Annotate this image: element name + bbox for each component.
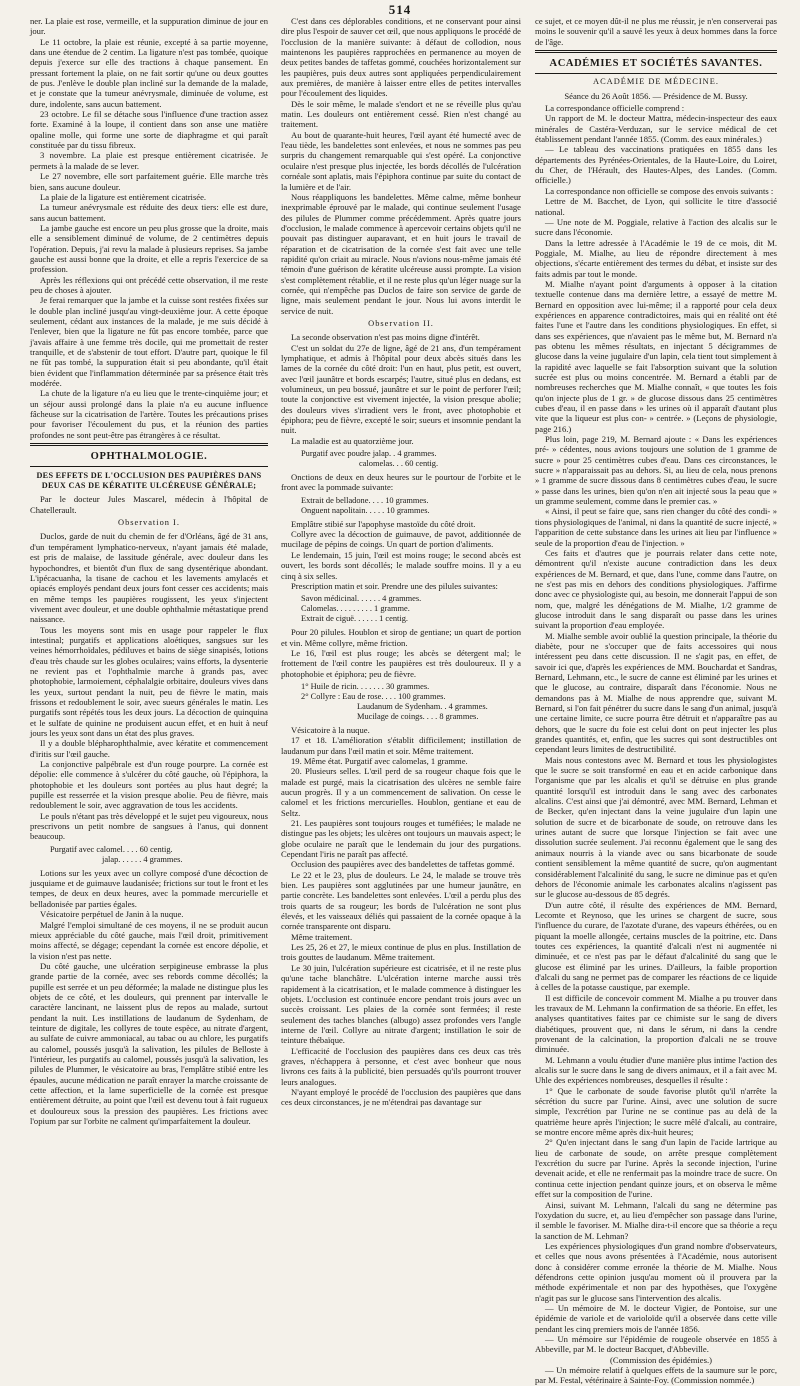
prescription <box>50 845 268 865</box>
paragraph: La chute de la ligature n'a eu lieu que le trente-cinquième jour; et un séjour aussi prolongé dans la plaie n'a eu aucune influence fâcheuse sur la cicatrisation de l'artère. Toutes les précautions prises pour favoriser l'écoulement du pus, et la réunion des parties profondes ne sont peut-être pas étrangères à ce résultat. <box>30 388 268 440</box>
column-left <box>30 16 268 1127</box>
section-title: ACADÉMIES ET SOCIÉTÉS SAVANTES. <box>549 58 763 70</box>
paragraph: Dès le soir même, le malade s'endort et ne se réveille plus qu'au matin. Les douleurs ont entièrement cessé. Rien n'est changé au traitement. <box>281 98 521 130</box>
page-number: 514 <box>388 2 412 17</box>
paragraph: Du côté gauche, une ulcération serpigineuse embrasse la plus grande partie de la cornée, avec ses rebords comme décollés; la pupille est serrée et un peu déformée; la malade ne distingue plus les objets de ce côté, et les douleurs, qui prennent par intervalle le caractère lancinant, ne laissent plus de repos au malade, surtout pendant la nuit. Les instillations de laudanum de Sydenham, de teinture de digitale, les collyres de toute espèce, au nitrate d'argent, au sulfate de cuivre ammoniacal, au tabac ou au chlore, les purgatifs au calomel, poussés jusqu'à la salivation, les pilules de Belloste à l'intérieur, les purgatifs au calomel, poussés jusqu'à la salivation, les pilules de Plummer, le vésicatoire au bras, l'emplâtre stibié entre les épaules, aucune médication ne paraît enrayer la marche croissante de cette affection, et la lame superficielle de la cornée est presque entièrement détruite, au point que l'œil est devenu tout à fait rugueux et douloureux sous la pression des paupières. Les frictions avec l'opium par sur l'orbite ne calment qu'imparfaitement la douleur. <box>30 960 268 1127</box>
paragraph: M. Mialhe semble avoir oublié la question principale, la théorie du diabète, pour ne s'occuper que de faits accessoires qui nous intéressent peu dans cette discussion. Il ne s'agit pas, en effet, de savoir ici que, d'après les expériences de MM. Bouchardat et Sandras, Bernard, Lehmann, etc., le sucre de canne est éliminé par les urines et que le glucose, au contraire, disparaît dans l'économie. Nous ne demandons pas à M. Mialhe de nous apprendre que, suivant M. Bernard, si l'on fait pénétrer du sucre dans le sang d'un animal, jusqu'à une certaine limite, ce sucre pourra être détruit et n'apparaître pas au dehors, que le sucre du foie est celui dont on peut injecter les plus grandes quantités, et, enfin, que les sucres qui sont destructibles ont cependant leurs limites de destructibilité. <box>535 630 777 755</box>
paragraph: La plaie de la ligature est entièrement cicatrisée. <box>40 191 207 202</box>
paragraph: Le 16, l'œil est plus rouge; les abcès se détergent mal; le frottement de l'œil contre les paupières est très douloureux. Il y a photophobie et épiphora; peu de fièvre. <box>281 647 521 679</box>
paragraph: La tumeur anévrysmale est réduite des deux tiers: elle est dure, sans aucun battement. <box>30 202 268 223</box>
session-line: Séance du 26 Août 1856. — Présidence de M. Bussy. <box>564 90 748 101</box>
column-right <box>535 16 777 1386</box>
paragraph: Après les réflexions qui ont précédé cette observation, il me reste peu de choses à ajouter. <box>30 274 268 295</box>
paragraph: Les 25, 26 et 27, le mieux continue de plus en plus. Instillation de trois gouttes de laudanum. Même traitement. <box>281 942 521 963</box>
observation-title: Observation II. <box>368 318 434 328</box>
paragraph: ner. La plaie est rose, vermeille, et la suppuration diminue de jour en jour. <box>30 16 268 37</box>
paragraph: — Un mémoire sur l'épidémie de rougeole observée en 1855 à Abbeville, par M. le docteur Bacquet, d'Abbeville. <box>535 1333 777 1355</box>
paragraph: « Ainsi, il peut se faire que, sans rien changer du côté des condi- » tions physiologiques de l'animal, ni dans la quantité de sucre injecté, » l'apparition de cette substance dans les urines ait lieu par l'influence » seule de la proportion d'eau de l'injection. » <box>535 506 777 548</box>
prescription-line: calomelas. . . 60 centig. <box>359 459 439 469</box>
paragraph: Nous réappliquons les bandelettes. Même calme, même bonheur inexprimable éprouvé par le malade, qui continue seulement l'usage des pilules de Plummer comme précédemment. Après quatre jours d'occlusion, le malade commence à apercevoir certains objets qu'il ne pouvait pas distinguer auparavant, et en huit jours le travail de réparation et de cicatrisation de la cornée s'est fait avec une telle rapidité qu'on criait au miracle. Nous n'avions nous-même jamais été témoin d'une guérison de kératite ulcéreuse aussi prompte. La vision s'est complètement rétablie, et il ne reste plus qu'un léger nuage sur la cornée, qui n'empêche pas Duclos de faire son service de garde de ligne, mais seulement pendant le jour. Nous lui avons interdit le service de nuit. <box>281 191 521 316</box>
paragraph: La correspondance officielle comprend : <box>545 103 685 114</box>
academy-subhead: ACADÉMIE DE MÉDECINE. <box>593 77 719 87</box>
paragraph: Vésicatoire à la nuque. <box>291 724 370 735</box>
paragraph: Ces faits et d'autres que je pourrais relater dans cette note, démontrent qu'il n'existe aucune contradiction dans les deux expériences de M. Bernard, et que, dans l'une, comme dans l'autre, on ne s'est pas mis en dehors des conditions physiologiques. J'affirme donc avec ce physiologiste qui, au besoin, me donnerait l'appui de son nom, que, malgré les dénégations de M. Mialhe, 1/2 gramme de glucose introduit dans le sang disparaît ou passe dans les urines suivant la proportion d'eau employée. <box>535 547 777 631</box>
paragraph: Le 22 et le 23, plus de douleurs. Le 24, le malade se trouve très bien. Les paupières sont agglutinées par une humeur jaunâtre, en partie concrète. Les bandelettes sont enlevées. L'œil a perdu plus des trois quarts de sa rougeur; les bords de l'ulcération ne sont plus élevés, et les vaisseaux déliés qui passaient de la cornée opaque à la cornée transparente ont disparu. <box>281 869 521 932</box>
paragraph: Les expériences physiologiques d'un grand nombre d'observateurs, et celles que nous avons présentées à l'Académie, nous autorisent donc à considérer comme erronée la théorie de M. Mialhe. Nous défendrons cette opinion jusqu'au moment où il prouvera par la méthode expérimentale et non par des hypothèses, que l'oxygène n'agit pas sur le glucose sans l'intervention des alcalis. <box>535 1240 777 1303</box>
prescription <box>301 449 521 469</box>
paragraph: 3 novembre. La plaie est presque entièrement cicatrisée. Je permets à la malade de se lever. <box>30 150 268 171</box>
paragraph: Plus loin, page 219, M. Bernard ajoute : « Dans les expériences pré- » cédentes, nous avions toujours une solution de 1 gramme de sucre » pour 25 centimètres cubes d'eau. Dans ces circonstances, le sucre » n'apparaissait pas au dehors. Si, au lieu de cela, nous prenons » 1 gramme de sucre dissous dans 8 centimètres cubes d'eau, le sucre » passe dans les urines, bien qu'on n'en ait injecté sous la peau que » un gramme seulement, comme dans le premier cas. » <box>535 434 777 507</box>
paragraph: Je ferai remarquer que la jambe et la cuisse sont restées fixées sur le double plan incliné jusqu'au vingt-deuxième jour. A cette époque seulement, cédant aux instances de la malade, je me suis décidé à l'enlever, bien que la ligature ne fût pas encore tombée, parce que j'avais affaire à une femme très docile, qui me promettait de rester tranquille, et de s'abstenir de tout effort. D'autre part, quoique le fil ne fût pas tombé, la suppuration était si peu abondante, qu'il était bien évident que l'inflammation déterminée par sa présence était très modérée. <box>30 295 268 389</box>
article-title: DES EFFETS DE L'OCCLUSION DES PAUPIÈRES DANS DEUX CAS DE KÉRATITE ULCÉREUSE GÉNÉRALE; <box>36 471 262 491</box>
section-divider <box>535 73 777 74</box>
prescription-line: Savon médicinal. . . . . . 4 grammes. <box>301 594 422 604</box>
paragraph: — Un mémoire relatif à quelques effets de la saumure sur le porc, par M. Festal, vétérinaire à Sainte-Foy. (Commission nommée.) <box>535 1365 777 1386</box>
section-divider <box>30 466 268 467</box>
prescription-line: Purgatif avec calomel. . . . 60 centig. <box>50 844 173 854</box>
paragraph: M. Lehmann a voulu étudier d'une manière plus intime l'action des alcalis sur le sucre dans le sang de divers animaux, et il a fait avec M. Uhle des expériences nombreuses, desquelles il résulte : <box>535 1054 777 1086</box>
paragraph: Tous les moyens sont mis en usage pour rappeler le flux intestinal; purgatifs et applications aloétiques, sangsues sur les veines hémorrhoïdales, pédiluves et bains de siège sinapisés, lotions d'eau très chaude sur les globes oculaires; vains efforts, la dysenterie ne revient pas et l'ophthalmie marche à grands pas, avec photophobie, larmoiement, céphalalgie orbitaire, douleurs vives dans les yeux, surtout pendant la nuit, peu de fièvre le matin, mais frissons et redoublement le soir, avec sueurs générales le matin. Les purgatifs sont répétés tous les deux jours. La décoction de quinquina et le sulfate de quinine ne produisent aucun effet, et en huit à neuf jours les yeux sont dans un état des plus graves. <box>30 624 268 738</box>
commission-note: (Commission des épidémies.) <box>610 1354 712 1365</box>
section-divider <box>30 443 268 446</box>
prescription-line: Extrait de belladone. . . . 10 grammes. <box>301 495 429 505</box>
paragraph: La seconde observation n'est pas moins digne d'intérêt. <box>291 332 480 343</box>
paragraph: 20. Plusieurs selles. L'œil perd de sa rougeur chaque fois que le malade est purgé, mais la cicatrisation des ulcères ne semble faire aucun progrès. Il y a un commencement de salivation. On cesse le calomel et les frictions mercurielles. Houblon, gentiane et eau de Seltz. <box>281 766 521 818</box>
paragraph: Un rapport de M. le docteur Mattra, médecin-inspecteur des eaux minérales de Castéra-Verduzan, sur le service médical de cet établissement pendant l'année 1855. (Comm. des eaux minérales.) <box>535 113 777 145</box>
paragraph: ce sujet, et ce moyen dût-il ne plus me réussir, je n'en conserverai pas moins le souvenir qu'il a sauvé les yeux à deux hommes dans la force de l'âge. <box>535 16 777 47</box>
prescription <box>301 682 521 722</box>
paragraph: C'est un soldat du 27e de ligne, âgé de 21 ans, d'un tempérament lymphatique, et admis à l'hôpital pour deux abcès situés dans les lames de la cornée du côté droit: l'un en haut, plus petit, est ouvert, avec l'œil jaunâtre et bords escarpés; l'autre, situé plus en dedans, est volumineux, un peu bossué, jaunâtre et sur le point de perforer l'œil; toute la conjonctive est vivement injectée, la vision presque abolie; des douleurs vives s'irradient vers le front, avec photophobie et épiphora; peu de fièvre, excepté le soir; sueurs et insomnie pendant la nuit. <box>281 342 521 436</box>
paragraph: La conjonctive palpébrale est d'un rouge pourpre. La cornée est dépolie: elle commence à s'ulcérer du côté gauche, où l'épiphora, la photophobie et les douleurs sont portées au plus haut degré; la pupille est resserrée et la vision presque abolie. Peu de fièvre, mais redoublement le soir, avec aggravation de tous les accidents. <box>30 759 268 811</box>
prescription-line: Mucilage de coings. . . . 8 grammes. <box>357 711 479 721</box>
paragraph: Ainsi, suivant M. Lehmann, l'alcali du sang ne détermine pas l'oxydation du sucre, et, au lieu d'empêcher son passage dans l'urine, il semble le favoriser. M. Mialhe dira-t-il encore que sa théorie a reçu la sanction de M. Lehman? <box>535 1199 777 1241</box>
paragraph: Collyre avec la décoction de guimauve, de pavot, additionnée de mucilage de pépins de coings. Un quart de portion d'aliments. <box>281 529 521 550</box>
paragraph: — Le tableau des vaccinations pratiquées en 1855 dans les départements des Pyrénées-Orientales, de la Haute-Loire, du Loiret, du Cher, de l'Hérault, des Hautes-Alpes, des Landes. (Comm. officielle.) <box>535 144 777 186</box>
section-divider <box>535 50 777 53</box>
paragraph: Occlusion des paupières avec des bandelettes de taffetas gommé. <box>291 859 515 870</box>
paragraph: Pour 20 pilules. Houblon et sirop de gentiane; un quart de portion et vin. Même collyre, même friction. <box>281 627 521 648</box>
author-line: Par le docteur Jules Mascarel, médecin à l'hôpital de Chatellerault. <box>30 494 268 515</box>
paragraph: Il est difficile de concevoir comment M. Mialhe a pu trouver dans les travaux de M. Lehmann la confirmation de sa théorie. En effet, les analyses quantitatives faites par ce chimiste sur le sang de divers diabétiques, prouvent que, ni dans le sérum, ni dans la cendre provenant de la calcination, la proportion d'alcali ne se trouve diminuée. <box>535 992 777 1055</box>
prescription <box>301 496 521 516</box>
paragraph: Mais nous contestons avec M. Bernard et tous les physiologistes que le sucre se soit transformé en eau et en acide carbonique dans l'organisme que par les alcalis et qu'il se détruise en plus grande quantité lorsqu'il est introduit dans le sang avec des carbonates alcalins. C'est ainsi que j'ai démontré, avec MM. Bernard, Lehman et de Becker, qu'en injectant dans la veine jugulaire d'un lapin une solution de sucre et de bicarbonate de soude, on retrouve dans les urines autant de sucre que lorsque l'injection se fait avec une dissolution sucrée seulement. J'ai reconnu également que le sang des animaux nourris à la viande avec ou sans bicarbonate de soude contient sensiblement la même quantité de sucre, qu'on augmentant considérablement l'alcalinité du sang, le sucre ne diminue pas et qu'en dehors de l'économie animale les carbonates alcalins n'agissent pas sur le glucose au-dessous de 85 degrés. <box>535 754 777 900</box>
paragraph: M. Mialhe n'ayant point d'arguments à opposer à la citation textuelle contenue dans ma dernière lettre, a essayé de mettre M. Bernard en opposition avec lui-même; il a rapporté pour cela deux expériences en apparence contradictoires, mais qui en réalité ont été faites l'une et l'autre dans les conditions physiologiques. En effet, si dans ses expériences, que n'avaient pas le même but, M. Bernard n'a pas obtenu les mêmes résultats, en injectant 5 décigrammes de glucose dans la veine jugulaire d'un lapin, cela tient tout simplement à la rapidité avec laquelle se fait l'absorption suivant que la solution sucrée est plus ou moins concentrée. M. Bernard a établi par de nombreuses recherches que M. Mialhe connaît, « que toutes les fois qu'on injecte plus de 1 gr. » de glucose dissous dans 25 centimètres cubes d'eau, il en passe dans » les urines où il apparaît d'autant plus vite que la liqueur est plus con- » centrée. » (Leçons de physiologie, page 216.) <box>535 278 777 434</box>
paragraph: Onctions de deux en deux heures sur le pourtour de l'orbite et le front avec la pommade suivante: <box>281 472 521 493</box>
paragraph: Lettre de M. Bacchet, de Lyon, qui sollicite le titre d'associé national. <box>535 196 777 217</box>
paragraph: Le lendemain, 15 juin, l'œil est moins rouge; le second abcès est ouvert, les bords sont décollés; le malade souffre moins. Il y a eu cinq à six selles. <box>281 549 521 581</box>
paragraph: Vésicatoire perpétuel de Janin à la nuque. <box>40 909 184 920</box>
paragraph: 1° Que le carbonate de soude favorise plutôt qu'il n'arrête la sécrétion du sucre par l'urine. Ainsi, avec une solution de sucre simple, l'excrétion par l'urine ne se continue pas au delà de la quatrième heure après l'injection; le sucre mêlé d'alcali, au contraire, se montre encore même après dix-huit heures; <box>535 1085 777 1138</box>
paragraph: L'efficacité de l'occlusion des paupières dans ces deux cas très graves, n'échappera à personne, et c'est avec bonheur que nous livrons ces faits à la publicité, bien persuadés qu'ils pourront trouver leurs analogues. <box>281 1045 521 1087</box>
paragraph: Le 30 juin, l'ulcération supérieure est cicatrisée, et il ne reste plus qu'une tache blanchâtre. L'ulcération interne marche aussi très rapidement à la cicatrisation, et le malade commence à distinguer les objets. L'occlusion est continuée encore pendant trois jours avec un succès croissant. Les plaies de la cornée sont fermées; il reste seulement des taches blanches (albugo) assez profondes vers l'angle interne de l'œil. Collyre au nitrate d'argent; instillation le soir de teinture thébaïque. <box>281 962 521 1046</box>
paragraph: La jambe gauche est encore un peu plus grosse que la droite, mais elle a sensiblement diminué de volume, de 2 centimètres depuis l'opération. Depuis, j'ai revu la malade à plusieurs reprises. Sa jambe gauche est aussi bonne que la droite, et elle a repris l'exercice de sa profession. <box>30 222 268 275</box>
prescription-line: Calomelas. . . . . . . . . 1 gramme. <box>301 604 410 614</box>
paragraph: — Une note de M. Poggiale, relative à l'action des alcalis sur le sucre dans l'économie. <box>535 216 777 238</box>
paragraph: La correspondance non officielle se compose des envois suivants : <box>545 185 774 196</box>
prescription-line: 1° Huile de ricin. . . . . . . 30 grammes. <box>301 681 430 691</box>
observation-title: Observation I. <box>118 518 180 528</box>
paragraph: N'ayant employé le procédé de l'occlusion des paupières que dans ces deux circonstances, je ne m'étendrai pas davantage sur <box>281 1086 521 1108</box>
paragraph: Même traitement. <box>291 931 353 942</box>
paragraph: — Un mémoire de M. le docteur Vigier, de Pontoise, sur une épidémie de variole et de varioloïde qu'il a observée dans cette ville pendant les cinq premiers mois de l'année 1856. <box>535 1302 777 1334</box>
paragraph: 17 et 18. L'amélioration s'établit difficilement; instillation de laudanum pur dans l'œil matin et soir. Même traitement. <box>281 735 521 756</box>
column-middle <box>281 16 521 1108</box>
paragraph: Au bout de quarante-huit heures, l'œil ayant été humecté avec de l'eau tiède, les bandelettes sont enlevées, et nous ne sommes pas peu surpris du changement remarquable qui s'est opéré. La conjonctive oculaire n'est presque plus injectée, les bords décollés de l'ulcération cornéale sont aplatis, mais l'épiphora continue par suite du contact de la lumière et de l'air. <box>281 129 521 192</box>
prescription <box>301 594 521 624</box>
paragraph: Le 27 novembre, elle sort parfaitement guérie. Elle marche très bien, sans aucune douleur. <box>30 171 268 192</box>
paragraph: 2° Qu'en injectant dans le sang d'un lapin de l'acide lartrique au lieu de carbonate de soude, on arrête presque complètement l'excrétion du sucre par l'urine. Après la seconde injection, l'urine devenait acide, et elle ne renfermait pas la moindre trace de sucre. On continua cette injection pendant quinze jours, et on observa le même effet sur la composition de l'urine. <box>535 1137 777 1200</box>
prescription-line: 2° Collyre : Eau de rose. . . . 100 grammes. <box>301 691 446 701</box>
paragraph: 21. Les paupières sont toujours rouges et tuméfiées; le malade ne distingue pas les objets; les ulcères ont toujours un mauvais aspect; le globe oculaire ne paraît que le lendemain du jour des purgations. Cependant l'iris ne paraît pas affecté. <box>281 818 521 860</box>
prescription-line: Extrait de ciguë. . . . . . 1 centig. <box>301 614 408 624</box>
section-title: OPHTHALMOLOGIE. <box>90 451 208 463</box>
paragraph: Duclos, garde de nuit du chemin de fer d'Orléans, âgé de 31 ans, d'un tempérament lymphatico-nerveux, n'ayant jamais été malade, est pris de malaise, de lassitude générale, avec douleur dans les hypochondres, et bientôt d'un flux de sang dysentérique abondant. L'ipécacuanha, la tisane de cachou et les lavements amylacés et opiacés employés pendant deux jours font cesser ces accidents; mais en même temps les paupières rougissent, les yeux s'injectent vivement avec douleur, et une double ophthalmie métastatique prend naissance. <box>30 531 268 625</box>
prescription-line: Onguent napolitain. . . . . 10 grammes. <box>301 505 430 515</box>
prescription-line: Purgatif avec poudre jalap. . 4 grammes. <box>301 449 437 459</box>
paragraph: 23 octobre. Le fil se détache sous l'influence d'une traction assez forte. Examiné à la loupe, il contient dans son anse une matière opaline molle, qui forme une sorte de diaphragme et qui paraît constituée par du tissu fibreux. <box>30 109 268 151</box>
paragraph: Lotions sur les yeux avec un collyre composé d'une décoction de jusquiame et de guimauve laudanisée; frictions sur tout le front et les tempes, de deux en deux heures, avec la pommade mercurielle et belladonisée par parties égales. <box>30 867 268 909</box>
paragraph: Le 11 octobre, la plaie est réunie, excepté à sa partie moyenne, dans une étendue de 2 centim. La ligature n'est pas tombée, quoique depuis j'exerce sur elle des tractions à chaque pansement. En pressant fortement la plaie, on ne fait sortir qu'une ou deux gouttes de pus. J'enlève le double plan incliné sur la demande de la malade, et je constate que la tumeur anévrysmale, diminuée de volume, est dure, indolente, sans aucun battement. <box>30 36 268 109</box>
paragraph: D'un autre côté, il résulte des expériences de MM. Bernard, Lecomte et Reynoso, que les urines se chargent de sucre, sous l'influence du curare, de l'azotate d'urane, des vapeurs éthérées, ou en piquant la moelle allongée, certains muscles de la poitrine, etc. Dans toutes ces expériences, la quantité d'alcali n'est ni augmentée ni diminuée, et ce n'est pas par le défaut d'alcalinité du sang que le glucose est éliminé par les urines. D'ailleurs, la faible proportion d'alcali du sang ne permet pas de comparer les réactions de ce liquide à celles de la potasse caustique, par exemple. <box>535 899 777 993</box>
paragraph: Le pouls n'étant pas très développé et le sujet peu vigoureux, nous prescrivons un petit nombre de sangsues à l'anus, qui donnent beaucoup. <box>30 810 268 842</box>
prescription-line: Laudanum de Sydenham. . 4 grammes. <box>357 701 488 711</box>
paragraph: La maladie est au quatorzième jour. <box>291 435 414 446</box>
paragraph: Emplâtre stibié sur l'apophyse mastoïde du côté droit. <box>291 518 476 529</box>
paragraph: 19. Même état. Purgatif avec calomelas, 1 gramme. <box>291 755 468 766</box>
paragraph: Malgré l'emploi simultané de ces moyens, il ne se produit aucun mieux appréciable du côté gauche, mais l'œil droit, primitivement moins affecté, se dégage; cependant la cornée est encore dépolie, et la vision n'est pas nette. <box>30 919 268 961</box>
paragraph: C'est dans ces déplorables conditions, et ne conservant pour ainsi dire plus l'espoir de sauver cet œil, que nous appliquons le procédé de l'occlusion de la manière suivante: à défaut de collodion, nous maintenons les paupières rapprochées en permanence au moyen de deux petites bandes de taffetas gommé, couchées horizontalement sur les paupières, puis deux autres sont appliquées perpendiculairement aux premières, de manière à laisser entre elles de petites intervalles pour l'écoulement des liquides. <box>281 16 521 99</box>
paragraph: Prescription matin et soir. Prendre une des pilules suivantes: <box>291 580 498 591</box>
paragraph: Dans la lettre adressée à l'Académie le 19 de ce mois, dit M. Poggiale, M. Mialhe, au lieu de répondre directement à mes objections, s'écarte entièrement des termes du débat, et insiste sur des faits admis par tout le monde. <box>535 237 777 279</box>
paragraph: Il y a double blépharophthalmie, avec kératite et commencement d'iritis sur l'œil gauche. <box>30 738 268 759</box>
prescription-line: jalap. . . . . . 4 grammes. <box>102 854 183 864</box>
